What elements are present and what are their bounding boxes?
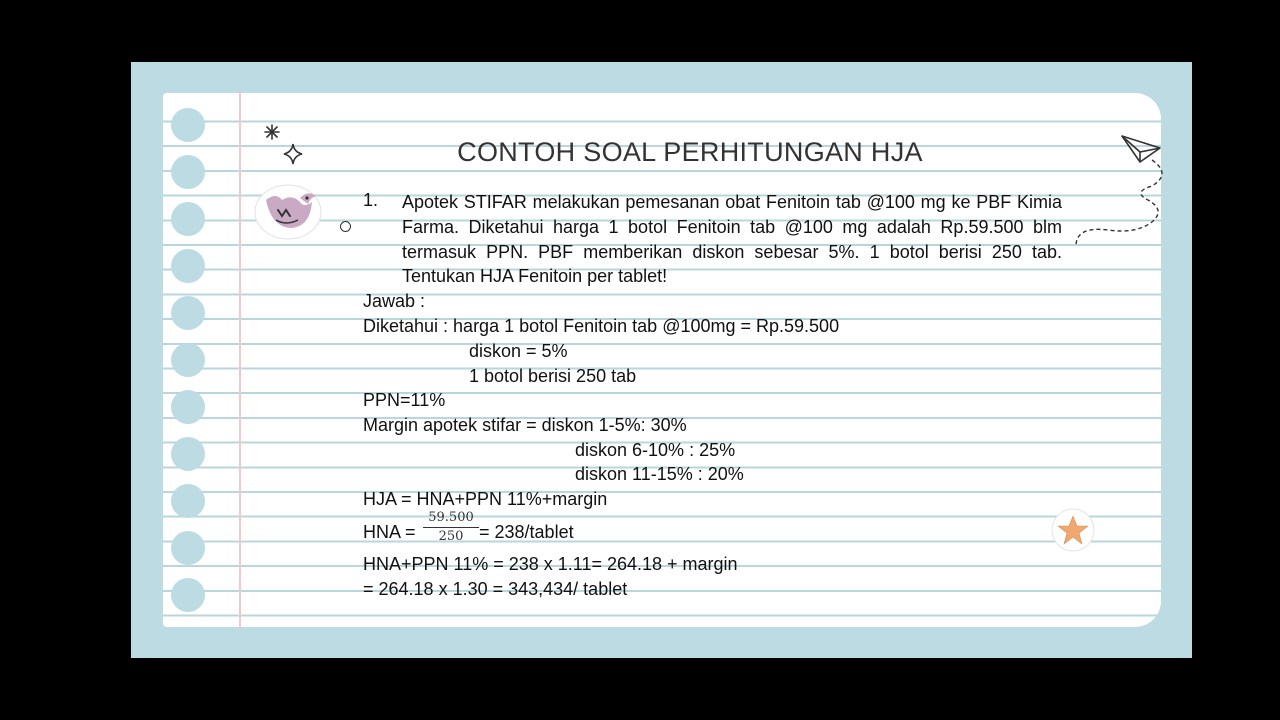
paper-plane-icon xyxy=(1068,130,1176,258)
fraction-bar xyxy=(423,527,479,528)
binder-hole xyxy=(171,155,205,189)
binder-hole xyxy=(171,390,205,424)
binder-hole xyxy=(171,296,205,330)
answer-label: Jawab : xyxy=(363,291,426,311)
sparkle-icon xyxy=(262,122,306,166)
question-number: 1. xyxy=(363,190,379,210)
hna-fraction xyxy=(423,511,479,544)
hja-formula: HJA = HNA+PPN 11%+margin xyxy=(363,489,608,509)
known-discount: diskon = 5% xyxy=(469,341,568,361)
question-text: Apotek STIFAR melakukan pemesanan obat Fenitoin tab @100 mg ke PBF Kimia Farma. Diketahui harga 1 botol Fenitoin tab @100 mg adalah Rp.59.500 blm termasuk PPN. PBF memberikan diskon sebesar 5%. 1 botol berisi 250 tab. Tentukan HJA Fenitoin per tablet! xyxy=(402,192,1062,287)
margin-tier-3: diskon 11-15% : 20% xyxy=(575,464,744,484)
paper-margin-line xyxy=(239,93,241,627)
hna-result: = 238/tablet xyxy=(479,522,574,542)
binder-hole xyxy=(171,531,205,565)
known-price: Diketahui : harga 1 botol Fenitoin tab @100mg = Rp.59.500 xyxy=(363,316,840,336)
bird-sticker-icon xyxy=(252,178,324,242)
final-result: = 264.18 x 1.30 = 343,434/ tablet xyxy=(363,579,628,599)
notebook-paper xyxy=(163,93,1161,627)
binder-hole xyxy=(171,108,205,142)
binder-hole xyxy=(171,437,205,471)
margin-tier-1: Margin apotek stifar = diskon 1-5%: 30% xyxy=(363,415,687,435)
binder-hole xyxy=(171,249,205,283)
known-ppn: PPN=11% xyxy=(363,390,446,410)
known-contents: 1 botol berisi 250 tab xyxy=(469,366,637,386)
fraction-numerator: 59.500 xyxy=(428,510,474,525)
binder-hole xyxy=(171,343,205,377)
bullet-circle xyxy=(340,221,351,232)
star-sticker-icon xyxy=(1048,506,1098,554)
fraction-denominator: 250 xyxy=(438,529,464,544)
hna-label: HNA = xyxy=(363,522,416,542)
margin-tier-2: diskon 6-10% : 25% xyxy=(575,440,736,460)
page-title: CONTOH SOAL PERHITUNGAN HJA xyxy=(457,137,923,167)
binder-hole xyxy=(171,578,205,612)
binder-hole xyxy=(171,484,205,518)
hna-ppn-calc: HNA+PPN 11% = 238 x 1.11= 264.18 + margin xyxy=(363,554,738,574)
binder-hole xyxy=(171,202,205,236)
